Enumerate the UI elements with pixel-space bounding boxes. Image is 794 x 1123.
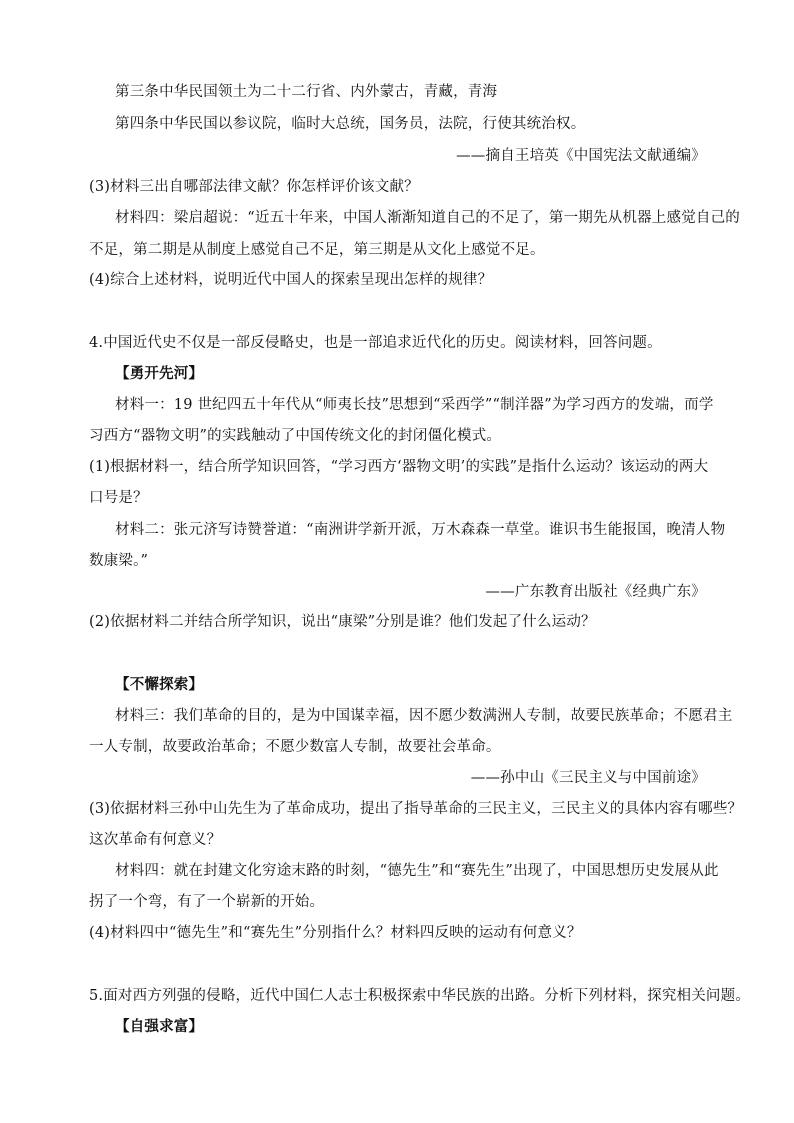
material-4-line-1: 材料四：梁启超说：“近五十年来，中国人渐渐知道自己的不足了，第一期先从机器上感觉自己的 [115,210,741,226]
material-1-line-2: 习西方“器物文明”的实践触动了中国传统文化的封闭僵化模式。 [89,428,502,444]
source-citation: ——孙中山《三民主义与中国前途》 [470,770,706,786]
source-citation: ——摘自王培英《中国宪法文献通编》 [456,148,706,164]
question-3-line-1: (3)依据材料三孙中山先生为了革命成功，提出了指导革命的三民主义，三民主义的具体内容有哪些？ [89,801,743,817]
material-3-line-1: 材料三：我们革命的目的，是为中国谋幸福，因不愿少数满洲人专制，故要民族革命；不愿君主 [115,708,733,724]
text-line-article-3: 第三条中华民国领土为二十二行省、内外蒙古，青藏，青海 [115,84,498,100]
question-4: (4)材料四中“德先生”和“赛先生”分别指什么？材料四反映的运动有何意义？ [89,925,582,941]
section-heading: 【自强求富】 [115,1018,204,1035]
question-2: (2)依据材料二并结合所学知识，说出“康梁”分别是谁？他们发起了什么运动？ [89,614,596,630]
material-3-line-2: 一人专制，故要政治革命；不愿少数富人专制，故要社会革命。 [89,739,501,755]
source-citation: ——广东教育出版社《经典广东》 [485,584,706,600]
material-1-line-1: 材料一：19 世纪四五十年代从“师夷长技”思想到“采西学”“制洋器”为学习西方的发端，而学 [115,397,714,413]
material-2-line-2: 数康梁。” [89,553,149,569]
material-2-line-1: 材料二：张元济写诗赞誉道：“南洲讲学新开派，万木森森一草堂。谁识书生能报国，晚清人物 [115,522,726,538]
problem-5-stem: 5.面对西方列强的侵略，近代中国仁人志士积极探索中华民族的出路。分析下列材料，探究相关问题。 [89,988,751,1004]
question-1-line-1: (1)根据材料一，结合所学知识回答，“学习西方‘器物文明’的实践”是指什么运动？该运动的两大 [89,459,709,475]
question-1-line-2: 口号是？ [89,490,148,506]
problem-4-stem: 4.中国近代史不仅是一部反侵略史，也是一部追求近代化的历史。阅读材料，回答问题。 [89,335,662,351]
material-4-line-2: 不足，第二期是从制度上感觉自己不足，第三期是从文化上感觉不足。 [89,242,545,258]
material-4-line-1: 材料四：就在封建文化穷途末路的时刻，“德先生”和“赛先生”出现了，中国思想历史发展从此 [115,863,719,879]
question-3-line-2: 这次革命有何意义？ [89,832,222,848]
section-heading: 【勇开先河】 [115,365,204,382]
material-4-line-2: 拐了一个弯，有了一个崭新的开始。 [89,894,325,910]
text-line-article-4: 第四条中华民国以参议院，临时大总统，国务员，法院，行使其统治权。 [115,116,586,132]
question-4: (4)综合上述材料，说明近代中国人的探索呈现出怎样的规律？ [89,272,493,288]
question-3: (3)材料三出自哪部法律文献？你怎样评价该文献？ [89,179,419,195]
section-heading: 【不懈探索】 [115,676,204,693]
